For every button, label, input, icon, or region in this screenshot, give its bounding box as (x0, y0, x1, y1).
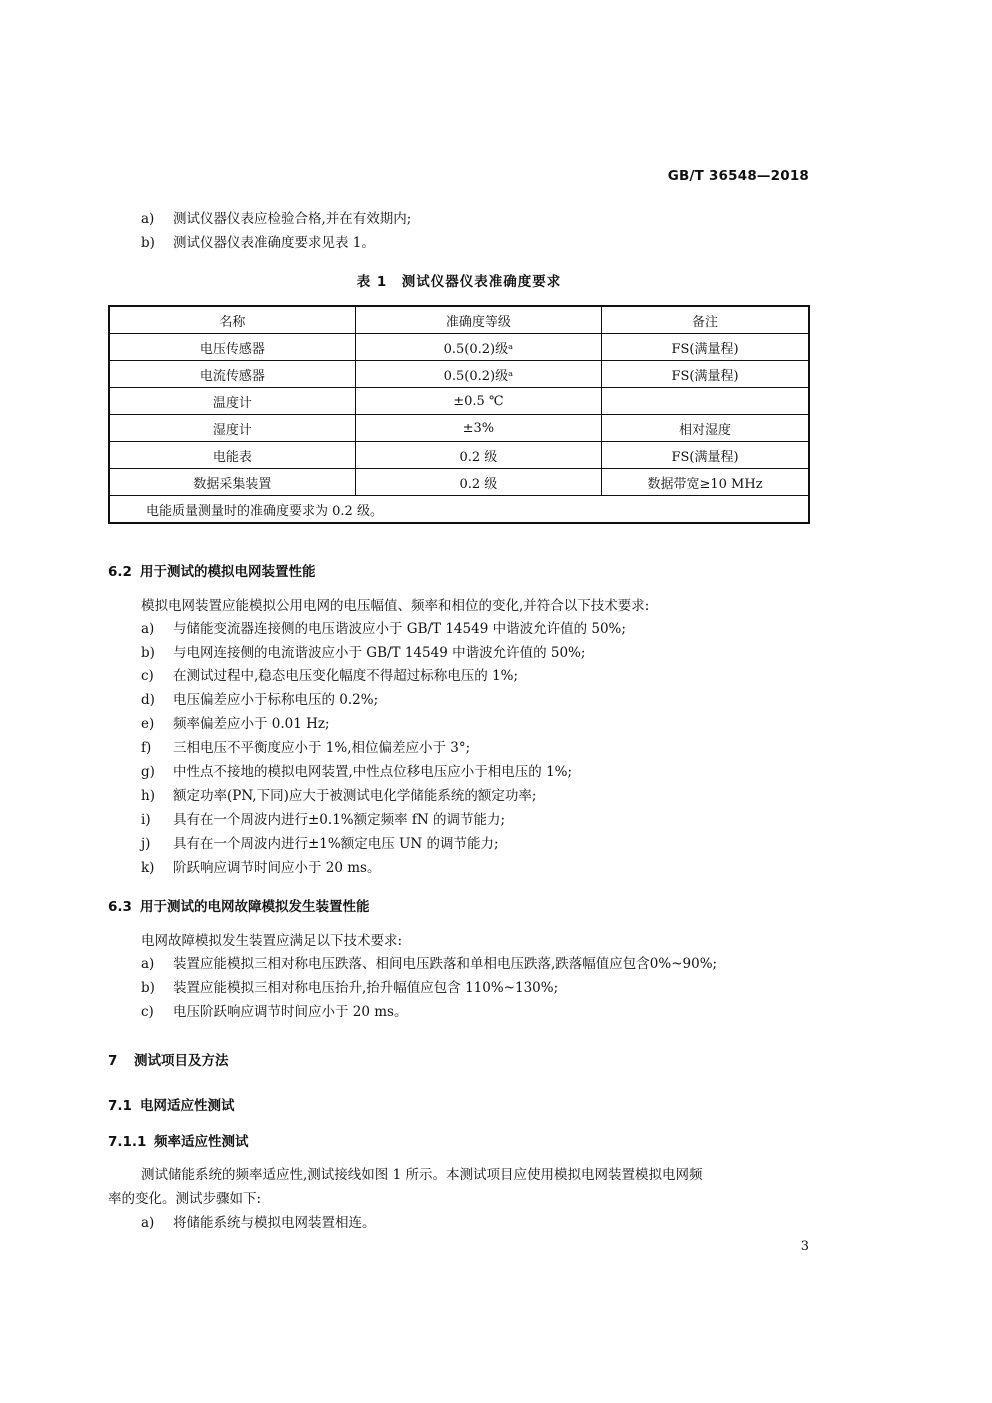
list-item (141, 234, 375, 252)
list-text: 将储能系统与模拟电网装置相连。 (173, 1215, 376, 1231)
table-header-row (109, 306, 809, 334)
list-item (141, 644, 585, 662)
list-marker: a) (141, 1215, 155, 1231)
cell-remark (602, 388, 809, 415)
list-text: 具有在一个周波内进行±1%额定电压 UN 的调节能力; (173, 836, 499, 852)
cell-name: 温度计 (109, 388, 355, 415)
list-item (141, 811, 505, 829)
list-item (141, 620, 626, 638)
list-item (141, 210, 411, 228)
accuracy-table (108, 305, 810, 524)
column-header-name: 名称 (109, 306, 355, 334)
section-heading-7 (108, 1049, 229, 1069)
list-marker: d) (141, 692, 155, 708)
section-number: 7.1 (108, 1098, 132, 1114)
list-item (141, 979, 558, 997)
table-row (109, 334, 809, 361)
section-heading-7-1 (108, 1094, 235, 1114)
table-row (109, 388, 809, 415)
list-text: 电压阶跃响应调节时间应小于 20 ms。 (173, 1004, 408, 1020)
cell-remark: 数据带宽≥10 MHz (602, 469, 809, 496)
list-marker: c) (141, 1004, 154, 1020)
paragraph-line: 率的变化。测试步骤如下: (108, 1191, 262, 1207)
table-row (109, 415, 809, 442)
cell-accuracy: 0.2 级 (355, 469, 601, 496)
cell-accuracy: ±3% (355, 415, 601, 442)
table-row (109, 442, 809, 469)
list-marker: c) (141, 668, 154, 684)
section-title: 电网适应性测试 (140, 1098, 235, 1114)
list-marker: i) (141, 812, 151, 828)
list-marker: b) (141, 645, 155, 661)
list-marker: b) (141, 235, 155, 251)
cell-name: 电压传感器 (109, 334, 355, 361)
list-text: 与电网连接侧的电流谐波应小于 GB/T 14549 中谐波允许值的 50%; (173, 645, 586, 661)
list-text: 装置应能模拟三相对称电压跌落、相间电压跌落和单相电压跌落,跌落幅值应包含0%~90%; (173, 956, 718, 972)
list-marker: f) (141, 740, 152, 756)
list-item (141, 859, 381, 877)
cell-name: 电能表 (109, 442, 355, 469)
list-item (141, 1003, 408, 1021)
cell-name: 湿度计 (109, 415, 355, 442)
list-text: 测试仪器仪表准确度要求见表 1。 (173, 235, 375, 251)
list-text: 阶跃响应调节时间应小于 20 ms。 (173, 860, 381, 876)
list-marker: j) (141, 836, 151, 852)
list-marker: a) (141, 621, 155, 637)
cell-accuracy: 0.5(0.2)级ᵃ (355, 334, 601, 361)
section-number: 7.1.1 (108, 1134, 147, 1150)
list-text: 中性点不接地的模拟电网装置,中性点位移电压应小于相电压的 1%; (173, 764, 573, 780)
list-marker: g) (141, 764, 155, 780)
section-title: 用于测试的电网故障模拟发生装置性能 (140, 899, 370, 915)
table-row (109, 469, 809, 496)
list-text: 与储能变流器连接侧的电压谐波应小于 GB/T 14549 中谐波允许值的 50%; (173, 621, 626, 637)
list-marker: h) (141, 788, 155, 804)
cell-accuracy: 0.2 级 (355, 442, 601, 469)
list-text: 具有在一个周波内进行±0.1%额定频率 fN 的调节能力; (173, 812, 506, 828)
list-text: 频率偏差应小于 0.01 Hz; (173, 716, 330, 732)
list-item (141, 667, 518, 685)
table-row (109, 361, 809, 388)
list-marker: a) (141, 211, 155, 227)
column-header-remark: 备注 (602, 306, 809, 334)
section-intro: 电网故障模拟发生装置应满足以下技术要求: (141, 933, 403, 949)
list-text: 在测试过程中,稳态电压变化幅度不得超过标称电压的 1%; (173, 668, 519, 684)
list-item (141, 787, 536, 805)
section-number: 6.3 (108, 899, 132, 915)
table-title: 表 1 测试仪器仪表准确度要求 (356, 274, 562, 290)
section-heading-7-1-1 (108, 1130, 249, 1150)
cell-accuracy: 0.5(0.2)级ᵃ (355, 361, 601, 388)
list-text: 三相电压不平衡度应小于 1%,相位偏差应小于 3°; (173, 740, 471, 756)
cell-accuracy: ±0.5 ℃ (355, 388, 601, 415)
page-number: 3 (800, 1239, 809, 1254)
cell-remark: FS(满量程) (602, 334, 809, 361)
list-marker: b) (141, 980, 155, 996)
list-marker: a) (141, 956, 155, 972)
section-heading-6-3 (108, 895, 370, 915)
list-item (141, 1214, 376, 1232)
list-marker: e) (141, 716, 155, 732)
list-item (141, 739, 470, 757)
table-footnote-row (109, 496, 809, 524)
section-number: 7 (108, 1053, 118, 1069)
list-marker: k) (141, 860, 155, 876)
list-item (141, 835, 499, 853)
cell-remark: 相对湿度 (602, 415, 809, 442)
list-item (141, 691, 378, 709)
cell-remark: FS(满量程) (602, 361, 809, 388)
cell-remark: FS(满量程) (602, 442, 809, 469)
cell-name: 数据采集装置 (109, 469, 355, 496)
section-intro: 模拟电网装置应能模拟公用电网的电压幅值、频率和相位的变化,并符合以下技术要求: (141, 598, 650, 614)
section-heading-6-2 (108, 560, 316, 580)
table-footnote: 电能质量测量时的准确度要求为 0.2 级。 (109, 496, 809, 524)
list-text: 额定功率(PN,下同)应大于被测试电化学储能系统的额定功率; (173, 788, 537, 804)
list-text: 测试仪器仪表应检验合格,并在有效期内; (173, 211, 412, 227)
list-item (141, 763, 572, 781)
paragraph-line: 测试储能系统的频率适应性,测试接线如图 1 所示。本测试项目应使用模拟电网装置模拟电网频 (141, 1167, 703, 1183)
section-title: 频率适应性测试 (154, 1134, 249, 1150)
section-title: 测试项目及方法 (134, 1053, 229, 1069)
list-text: 电压偏差应小于标称电压的 0.2%; (173, 692, 379, 708)
section-number: 6.2 (108, 564, 132, 580)
list-item (141, 715, 330, 733)
list-item (141, 955, 717, 973)
column-header-accuracy: 准确度等级 (355, 306, 601, 334)
section-title: 用于测试的模拟电网装置性能 (140, 564, 316, 580)
cell-name: 电流传感器 (109, 361, 355, 388)
list-text: 装置应能模拟三相对称电压抬升,抬升幅值应包含 110%~130%; (173, 980, 559, 996)
standard-code-header: GB/T 36548—2018 (667, 168, 809, 184)
